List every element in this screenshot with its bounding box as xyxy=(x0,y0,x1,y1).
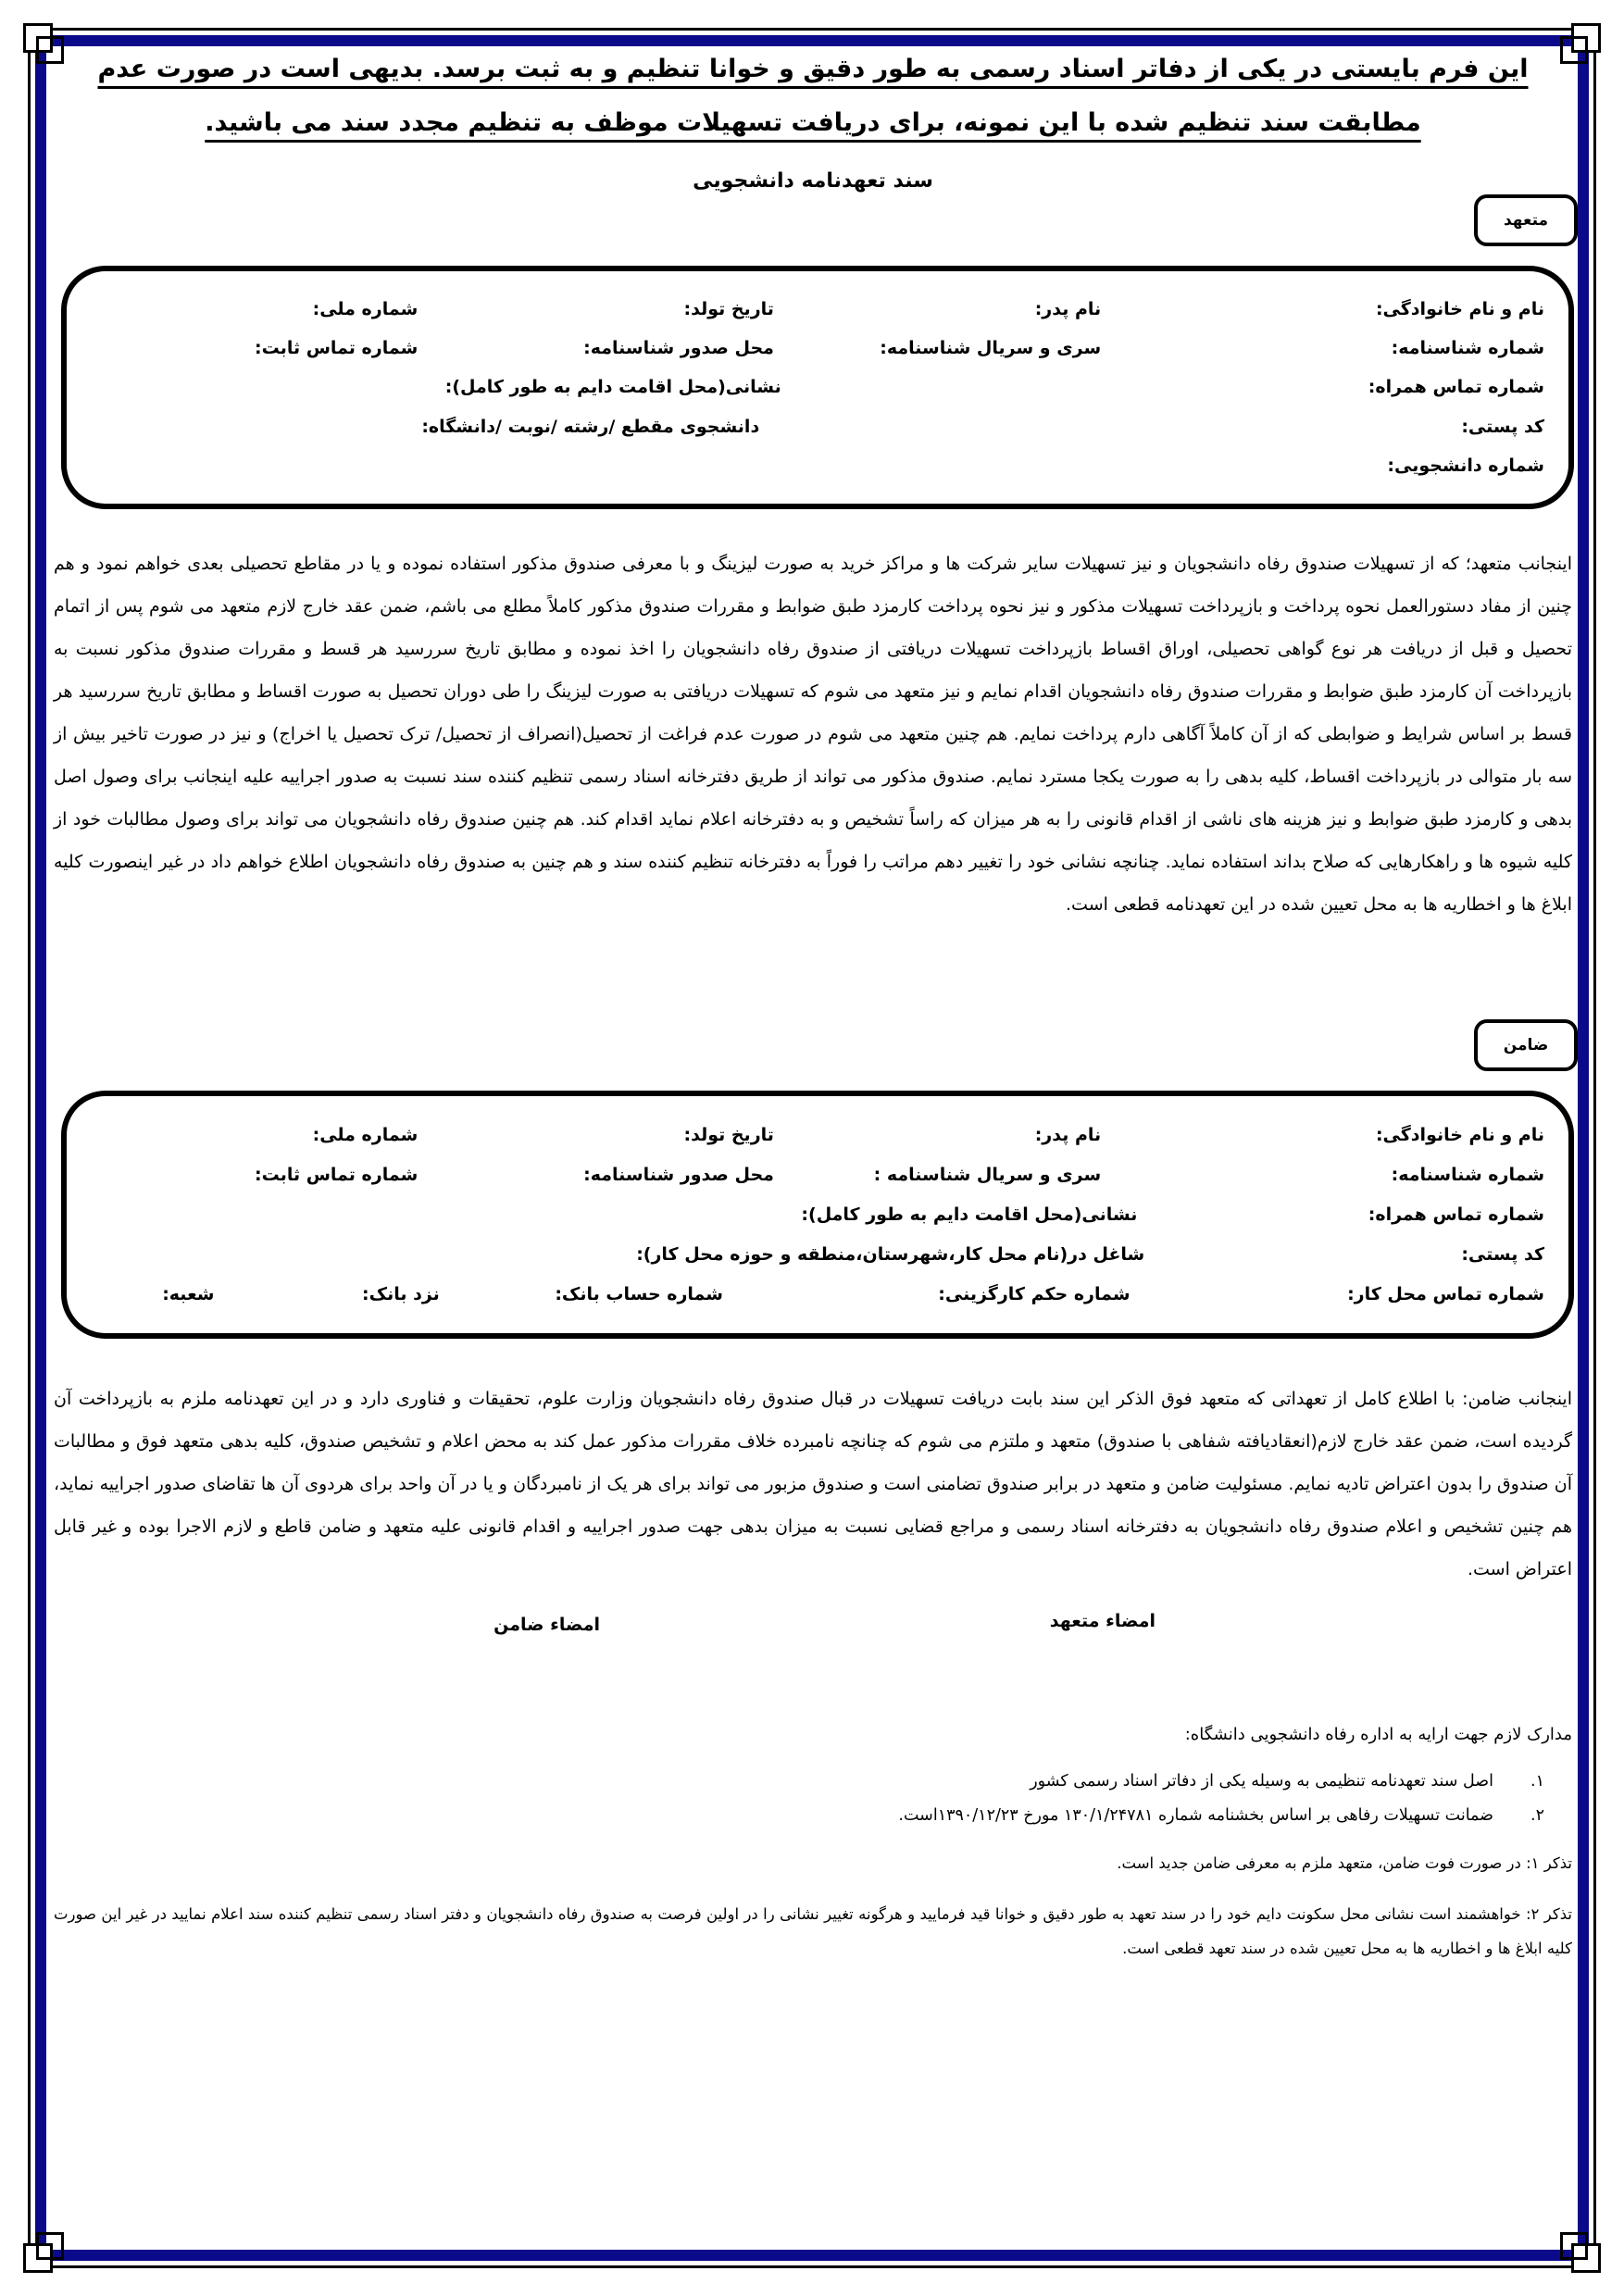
signature-label-pledger: امضاء متعهد xyxy=(1049,1611,1156,1631)
field-label-postal-code: کد پستی: xyxy=(1461,416,1544,437)
field-label-id-issue-place: محل صدور شناسنامه: xyxy=(583,1165,774,1185)
field-label-workplace: شاغل در(نام محل کار،شهرستان،منطقه و حوزه محل کار): xyxy=(636,1244,1145,1265)
field-label-landline: شماره تماس ثابت: xyxy=(254,338,418,359)
required-docs-heading: مدارک لازم جهت ارایه به اداره رفاه دانشجویی دانشگاه: xyxy=(1184,1725,1572,1744)
section-tag-pledger: متعهد xyxy=(1474,194,1578,246)
corner-ornament-bottom-left xyxy=(23,2243,53,2273)
guarantor-row-4 xyxy=(91,1244,1544,1265)
guarantor-row-5 xyxy=(91,1284,1544,1304)
guarantor-row-3 xyxy=(91,1204,1544,1225)
corner-ornament-bottom-right xyxy=(1571,2243,1601,2273)
pledge-paragraph: اینجانب متعهد؛ که از تسهیلات صندوق رفاه دانشجویان و نیز تسهیلات سایر شرکت ها و مراکز خرید به صورت لیزینگ و با معرفی صندوق مذکور استفاده نموده و یا در مقاطع تحصیلی بعدی خواهم نمود و هم چنین از مفاد دستورالعمل نحوه پرداخت و بازپرداخت تسهیلات مذکور و نیز نحوه پرداخت کارمزد طبق ضوابط و مقررات صندوق مذکور کاملاً مطلع می باشم، ضمن عقد خارج لازم متعهد می شوم پس از اتمام تحصیل و قبل از دریافت هر نوع گواهی تحصیلی، اوراق اقساط بازپرداخت تسهیلات دریافتی از صندوق رفاه دانشجویان را اخذ نموده و مطابق تاریخ سررسید هر قسط و مقررات صندوق مذکور نسبت به بازپرداخت آن کارمزد طبق ضوابط و مقررات صندوق رفاه دانشجویان اقدام نمایم و نیز متعهد می شوم که تسهیلات دریافتی به صورت لیزینگ را طی دوران تحصیل به صورت اقساط و مطابق تاریخ سررسید هر قسط بر اساس شرایط و ضوابطی که از آن کاملاً آگاهی دارم پرداخت نمایم. هم چنین متعهد می شوم در صورت عدم فراغت از تحصیل(انصراف از تحصیل/ ترک تحصیل یا اخراج) و نیز در صورت تاخیر بیش از سه بار متوالی در بازپرداخت اقساط، کلیه بدهی را به صورت یکجا مسترد نمایم. صندوق مذکور می تواند از طریق دفترخانه اسناد رسمی تنظیم کننده سند نسبت به صدور اجراییه علیه اینجانب برای وصول اصل بدهی و کارمزد طبق ضوابط و نیز هزینه های ناشی از اقدام قانونی را به هر میزان که راساً تشخیص و به دفترخانه اعلام نماید اقدام کند. هم چنین صندوق رفاه دانشجویان می تواند برای وصول مطالبات خود از کلیه شیوه ها و راهکارهایی که صلاح بداند استفاده نماید. چنانچه نشانی خود را تغییر دهم مراتب را فوراً به دفترخانه تنظیم کننده سند و هم چنین به صندوق رفاه دانشجویان اطلاع خواهم داد در غیر اینصورت کلیه ابلاغ ها و اخطاریه ها به محل تعیین شده در این تعهدنامه قطعی است. xyxy=(54,554,1572,915)
guarantor-row-2 xyxy=(91,1165,1544,1185)
field-label-bank-branch: شعبه: xyxy=(162,1284,215,1304)
field-label-work-phone: شماره تماس محل کار: xyxy=(1347,1284,1544,1304)
field-label-bank-account: شماره حساب بانک: xyxy=(555,1284,723,1304)
doc-item-1 xyxy=(1030,1772,1544,1791)
field-label-landline: شماره تماس ثابت: xyxy=(254,1165,418,1185)
field-label-employment-decree: شماره حکم کارگزینی: xyxy=(938,1284,1131,1304)
pledger-info-box xyxy=(61,266,1574,509)
doc-item-number: ۲. xyxy=(1530,1806,1544,1825)
pledger-row-1 xyxy=(91,299,1544,319)
field-label-student-number: شماره دانشجویی: xyxy=(1387,455,1544,476)
notice-text: این فرم بایستی در یکی از دفاتر اسناد رسمی به طور دقیق و خوانا تنظیم و به ثبت برسد. بدیهی است در صورت عدم مطابقت سند تنظیم شده با این نمونه، برای دریافت تسهیلات موظف به تنظیم مجدد سند می باشید. xyxy=(97,55,1529,137)
field-label-program: دانشجوی مقطع /رشته /نوبت /دانشگاه: xyxy=(421,416,760,437)
field-label-address: نشانی(محل اقامت دایم به طور کامل): xyxy=(444,377,781,398)
corner-ornament-top-left xyxy=(23,23,53,53)
corner-ornament-top-right xyxy=(1571,23,1601,53)
doc-item-text: ضمانت تسهیلات رفاهی بر اساس بخشنامه شماره ۱۳۰/۱/۲۴۷۸۱ مورخ ۱۳۹۰/۱۲/۲۳است. xyxy=(898,1806,1494,1825)
field-label-father-name: نام پدر: xyxy=(1034,1125,1102,1145)
field-label-address: نشانی(محل اقامت دایم به طور کامل): xyxy=(801,1204,1138,1225)
doc-item-2 xyxy=(898,1806,1544,1825)
field-label-id-serial: سری و سریال شناسنامه : xyxy=(873,1165,1102,1185)
field-label-full-name: نام و نام خانوادگی: xyxy=(1375,299,1544,320)
doc-item-text: اصل سند تعهدنامه تنظیمی به وسیله یکی از دفاتر اسناد رسمی کشور xyxy=(1030,1772,1494,1791)
doc-item-number: ۱. xyxy=(1530,1772,1544,1791)
guarantor-row-1 xyxy=(91,1125,1544,1145)
signature-label-guarantor: امضاء ضامن xyxy=(493,1615,600,1635)
field-label-birth-date: تاریخ تولد: xyxy=(683,299,774,320)
field-label-full-name: نام و نام خانوادگی: xyxy=(1375,1125,1544,1145)
pledger-row-3 xyxy=(91,377,1544,397)
guarantor-info-box xyxy=(61,1091,1574,1339)
note-1: تذکر ۱: در صورت فوت ضامن، متعهد ملزم به معرفی ضامن جدید است. xyxy=(1117,1854,1572,1872)
field-label-birth-date: تاریخ تولد: xyxy=(683,1125,774,1145)
field-label-mobile: شماره تماس همراه: xyxy=(1368,1204,1544,1225)
field-label-mobile: شماره تماس همراه: xyxy=(1368,377,1544,398)
section-tag-guarantor: ضامن xyxy=(1474,1019,1578,1071)
field-label-bank-name: نزد بانک: xyxy=(362,1284,440,1304)
note-2: تذکر ۲: خواهشمند است نشانی محل سکونت دایم خود را در سند تعهد به طور دقیق و خوانا قید فرمایید و هرگونه تغییر نشانی را در اولین فرصت به صندوق رفاه دانشجویان و دفتر اسناد رسمی تنظیم کننده سند اعلام نمایید در غیر این صورت کلیه ابلاغ ها و اخطاریه ها به محل تعیین شده در سند تعهد قطعی است. xyxy=(54,1905,1572,1957)
pledger-row-2 xyxy=(91,338,1544,358)
field-label-id-number: شماره شناسنامه: xyxy=(1391,338,1544,359)
pledger-row-5 xyxy=(91,455,1544,476)
field-label-national-id: شماره ملی: xyxy=(312,1125,418,1145)
page-title: سند تعهدنامه دانشجویی xyxy=(693,169,933,193)
field-label-father-name: نام پدر: xyxy=(1034,299,1102,320)
guarantee-paragraph: اینجانب ضامن: با اطلاع کامل از تعهداتی که متعهد فوق الذکر این سند بابت دریافت تسهیلات در قبال صندوق رفاه دانشجویان وزارت علوم، تحقیقات و فناوری دارد و در این تعهدنامه ملزم به بازپرداخت آن گردیده است، ضمن عقد خارج لازم(انعقادیافته شفاهی با صندوق) متعهد و ملتزم می شوم که چنانچه نامبرده خلاف مقررات مذکور عمل کند به محض اعلام و تشخیص صندوق، کلیه بدهی متعهد فوق و مطالبات آن صندوق را بدون اعتراض تادیه نمایم. مسئولیت ضامن و متعهد در برابر صندوق تضامنی است و صندوق مزبور می تواند برای هر یک از نامبردگان و یا در آن واحد برای هردوی آن ها تقاضای صدور اجراییه نماید، هم چنین تشخیص و اعلام صندوق رفاه دانشجویان به دفترخانه اسناد رسمی و مراجع قضایی نسبت به میزان بدهی جهت صدور اجراییه و اقدام قانونی علیه متعهد و ضامن قاطع و لازم الاجرا بوده و غیر قابل اعتراض است. xyxy=(54,1389,1572,1579)
field-label-national-id: شماره ملی: xyxy=(312,299,418,320)
field-label-id-number: شماره شناسنامه: xyxy=(1391,1165,1544,1185)
pledger-row-4 xyxy=(91,417,1544,437)
field-label-postal-code: کد پستی: xyxy=(1461,1244,1544,1265)
field-label-id-serial: سری و سریال شناسنامه: xyxy=(880,338,1102,359)
page-content xyxy=(52,0,1574,2296)
field-label-id-issue-place: محل صدور شناسنامه: xyxy=(583,338,774,359)
